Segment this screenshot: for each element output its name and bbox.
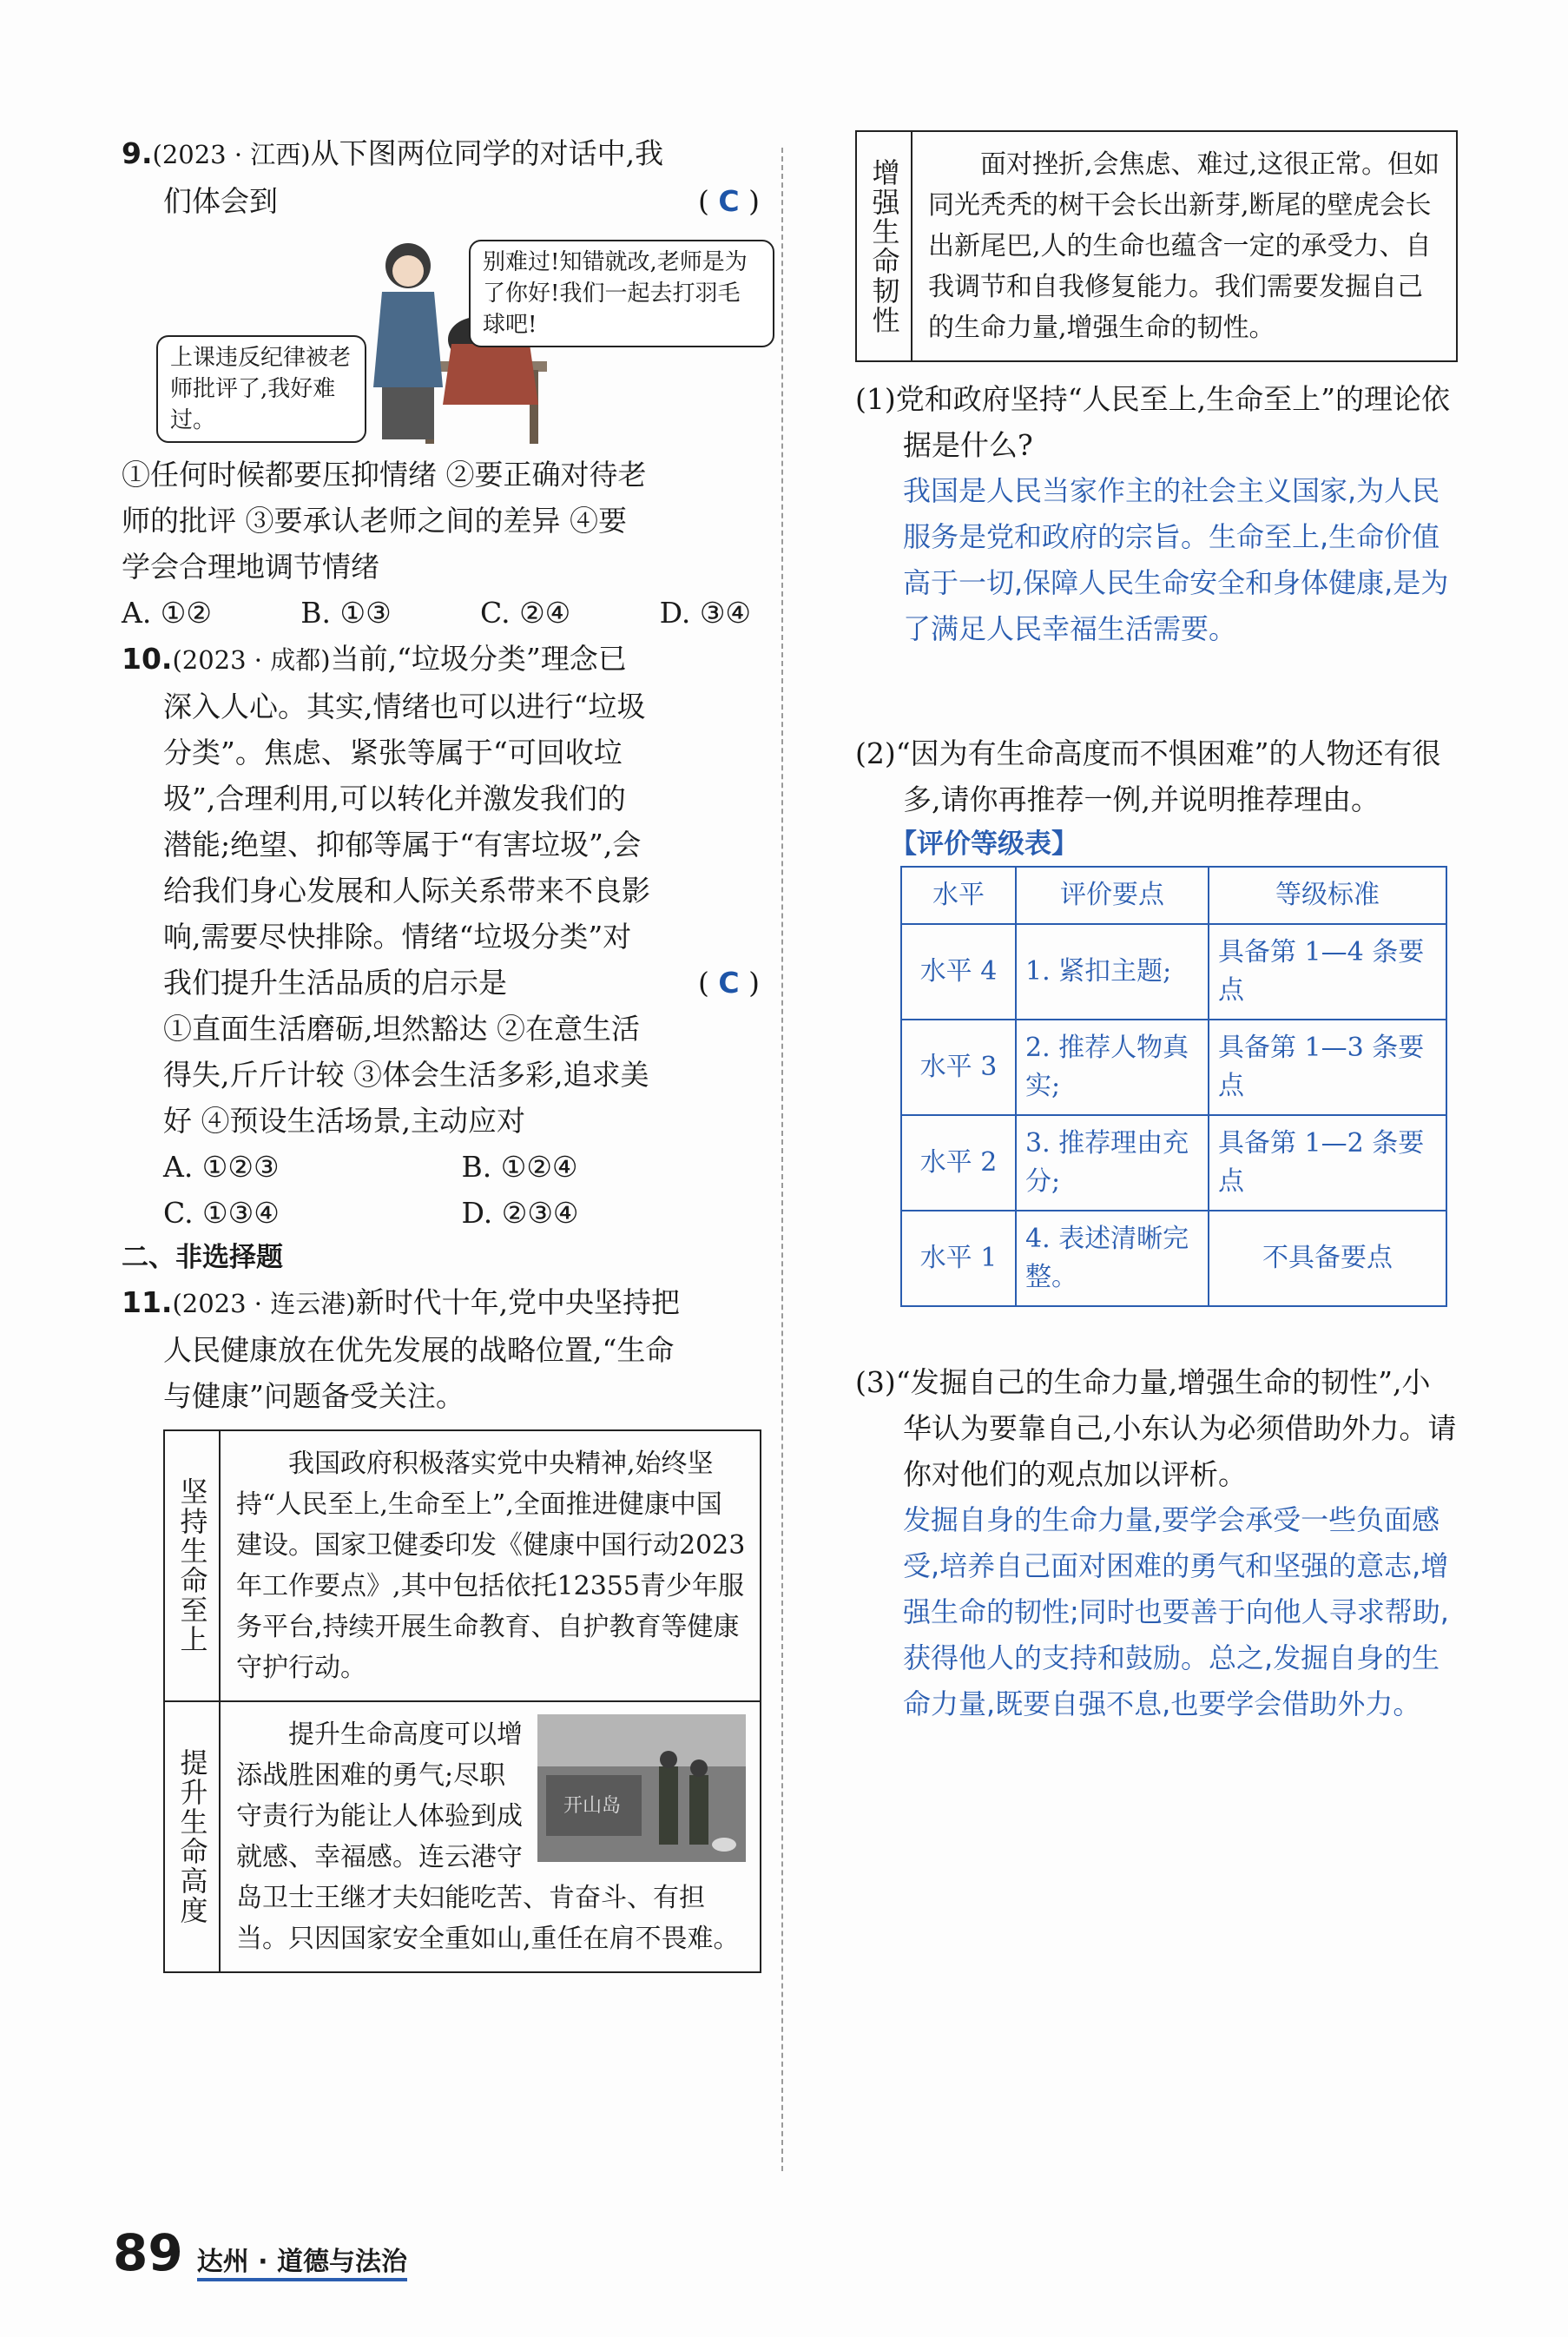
grade-level: 水平 3 xyxy=(901,1020,1016,1115)
q9-option-c: C. ②④ xyxy=(480,596,571,630)
q10-line5: 潜能;绝望、抑郁等属于“有害垃圾”,会 xyxy=(163,828,642,862)
q10-items2: 得失,斤斤计较 ③体会生活多彩,追求美 xyxy=(163,1058,649,1092)
sub-answer-1: 我国是人民当家作主的社会主义国家,为人民服务是党和政府的宗旨。生命至上,生命价值高于一切,保障人民生命安全和身体健康,是为了满足人民幸福生活需要。 xyxy=(903,474,1449,645)
sad-student-bubble: 上课违反纪律被老师批评了,我好难过。 xyxy=(156,335,366,443)
q10-line7: 响,需要尽快排除。情绪“垃圾分类”对 xyxy=(163,920,632,954)
grade-standard: 不具备要点 xyxy=(1209,1211,1446,1306)
q11-source: (2023 · 连云港) xyxy=(172,1289,356,1318)
material3-label: 增强生命韧性 xyxy=(857,132,912,360)
q10-paren-right: ) xyxy=(748,966,760,1000)
q9-stem-b: 们体会到 xyxy=(163,184,278,218)
sub-answer-3: 发掘自身的生命力量,要学会承受一些负面感受,培养自己面对困难的勇气和坚强的意志,增强生命的韧性;同时也要善于向他人寻求帮助,获得他人的支持和鼓励。总之,发掘自身的生命力量,既要自强不息,也要学会借助外力。 xyxy=(903,1503,1449,1720)
q9-source: (2023 · 江西) xyxy=(152,140,311,169)
material2-text: 提升生命高度可以增添战胜困难的勇气;尽职守责行为能让人体验到成就感、幸福感。连云港守岛卫士王继才夫妇能吃苦、肯奋斗、有担当。只因国家安全重如山,重任在肩不畏难。 xyxy=(236,1720,740,1954)
q10-line3: 分类”。焦虑、紧张等属于“可回收垃 xyxy=(163,736,623,769)
material3-text: 面对挫折,会焦虑、难过,这很正常。但如同光秃秃的树干会长出新芽,断尾的壁虎会长出新尾巴,人的生命也蕴含一定的承受力、自我调节和自我修复能力。我们需要发掘自己的生命力量,增强生命的韧性。 xyxy=(928,149,1440,343)
q9-paren-right: ) xyxy=(748,184,760,218)
q10-answer-box xyxy=(698,960,760,1006)
grade-header-level: 水平 xyxy=(901,867,1016,924)
q10-line6: 给我们身心发展和人际关系带来不良影 xyxy=(163,874,650,908)
table-row xyxy=(901,924,1446,1020)
material-row-2 xyxy=(165,1700,760,1971)
page-footer xyxy=(113,2223,407,2282)
table-row xyxy=(901,1115,1446,1211)
q10-items3: 好 ④预设生活场景,主动应对 xyxy=(163,1104,525,1138)
q9-option-d: D. ③④ xyxy=(659,596,751,630)
material-table-left xyxy=(163,1429,761,1973)
q10-line4: 圾”,合理利用,可以转化并激发我们的 xyxy=(163,782,626,815)
q9-paren-left: ( xyxy=(698,184,709,218)
grade-header-standard: 等级标准 xyxy=(1209,867,1446,924)
q10-options xyxy=(122,1144,760,1236)
q10-items1: ①直面生活磨砺,坦然豁达 ②在意生活 xyxy=(163,1012,640,1046)
q9-answer: C xyxy=(718,184,740,218)
sub-question-2: (2)“因为有生命高度而不惧困难”的人物还有很多,请你再推荐一例,并说明推荐理由。 xyxy=(855,736,1441,816)
q10-paren-left: ( xyxy=(698,966,709,1000)
grade-point: 3. 推荐理由充分; xyxy=(1016,1115,1209,1211)
sub-question-3: (3)“发掘自己的生命力量,增强生命的韧性”,小华认为要靠自己,小东认为必须借助外力。请你对他们的观点加以评析。 xyxy=(855,1365,1457,1491)
page-number: 89 xyxy=(113,2223,183,2282)
book-title: 达州 · 道德与法治 xyxy=(197,2240,407,2281)
left-column xyxy=(122,130,760,1973)
grade-header-row xyxy=(901,867,1446,924)
q11-line1: 新时代十年,党中央坚持把 xyxy=(355,1285,681,1319)
q9-stem-a: 从下图两位同学的对话中,我 xyxy=(310,136,664,170)
q10-option-c: C. ①③④ xyxy=(163,1196,280,1230)
grade-standard: 具备第 1—4 条要点 xyxy=(1209,924,1446,1020)
table-row xyxy=(901,1020,1446,1115)
grade-point: 1. 紧扣主题; xyxy=(1016,924,1209,1020)
q9-items-line3: 学会合理地调节情绪 xyxy=(122,550,379,584)
q11-line2: 人民健康放在优先发展的战略位置,“生命 xyxy=(163,1333,675,1367)
q10-option-a: A. ①②③ xyxy=(163,1150,280,1184)
grade-standard: 具备第 1—3 条要点 xyxy=(1209,1020,1446,1115)
q10-answer: C xyxy=(718,966,740,1000)
q9-option-b: B. ①③ xyxy=(300,596,392,630)
q10-option-b: B. ①②④ xyxy=(461,1150,578,1184)
grade-table xyxy=(900,866,1447,1307)
q9-cartoon xyxy=(122,231,760,448)
material2-body xyxy=(221,1702,760,1971)
grade-point: 4. 表述清晰完整。 xyxy=(1016,1211,1209,1306)
q10-line1: 当前,“垃圾分类”理念已 xyxy=(330,642,627,676)
grade-point: 2. 推荐人物真实; xyxy=(1016,1020,1209,1115)
right-column xyxy=(855,130,1459,1727)
table-row xyxy=(901,1211,1446,1306)
material-table-right xyxy=(855,130,1458,362)
friend-bubble: 别难过!知错就改,老师是为了你好!我们一起去打羽毛球吧! xyxy=(469,240,774,347)
question-9 xyxy=(122,130,760,636)
grade-header-point: 评价要点 xyxy=(1016,867,1209,924)
q10-line2: 深入人心。其实,情绪也可以进行“垃圾 xyxy=(163,690,646,723)
grade-standard: 具备第 1—2 条要点 xyxy=(1209,1115,1446,1211)
question-11 xyxy=(122,1279,760,1419)
q10-number: 10. xyxy=(122,642,173,676)
material2-label: 提升生命高度 xyxy=(165,1702,221,1971)
q11-line3: 与健康”问题备受关注。 xyxy=(163,1379,464,1413)
section-heading: 二、非选择题 xyxy=(122,1242,283,1273)
photo-sign-text: 开山岛 xyxy=(563,1795,622,1817)
q11-number: 11. xyxy=(122,1285,173,1319)
q9-number: 9. xyxy=(122,136,153,170)
q10-option-d: D. ②③④ xyxy=(461,1196,579,1230)
q9-answer-box xyxy=(698,178,760,224)
question-10 xyxy=(122,636,760,1236)
island-guards-photo xyxy=(537,1714,746,1862)
q9-options xyxy=(122,590,760,636)
column-divider xyxy=(781,148,783,2171)
sub-question-1: (1)党和政府坚持“人民至上,生命至上”的理论依据是什么? xyxy=(855,382,1450,462)
grade-level: 水平 2 xyxy=(901,1115,1016,1211)
q9-items-line1: ①任何时候都要压抑情绪 ②要正确对待老 xyxy=(122,458,647,492)
material1-label: 坚持生命至上 xyxy=(165,1431,221,1700)
grade-level: 水平 4 xyxy=(901,924,1016,1020)
q9-items-line2: 师的批评 ③要承认老师之间的差异 ④要 xyxy=(122,504,627,538)
material1-text: 我国政府积极落实党中央精神,始终坚持“人民至上,生命至上”,全面推进健康中国建设。国家卫健委印发《健康中国行动2023年工作要点》,其中包括依托12355青少年服务平台,持续开展生命教育、自护教育等健康守护行动。 xyxy=(236,1449,746,1683)
material-row-1 xyxy=(165,1431,760,1700)
grade-level: 水平 1 xyxy=(901,1211,1016,1306)
q10-source: (2023 · 成都) xyxy=(172,645,331,675)
q10-line8: 我们提升生活品质的启示是 xyxy=(163,966,507,1000)
grade-table-title: 【评价等级表】 xyxy=(890,829,1078,860)
q9-option-a: A. ①② xyxy=(122,596,212,630)
